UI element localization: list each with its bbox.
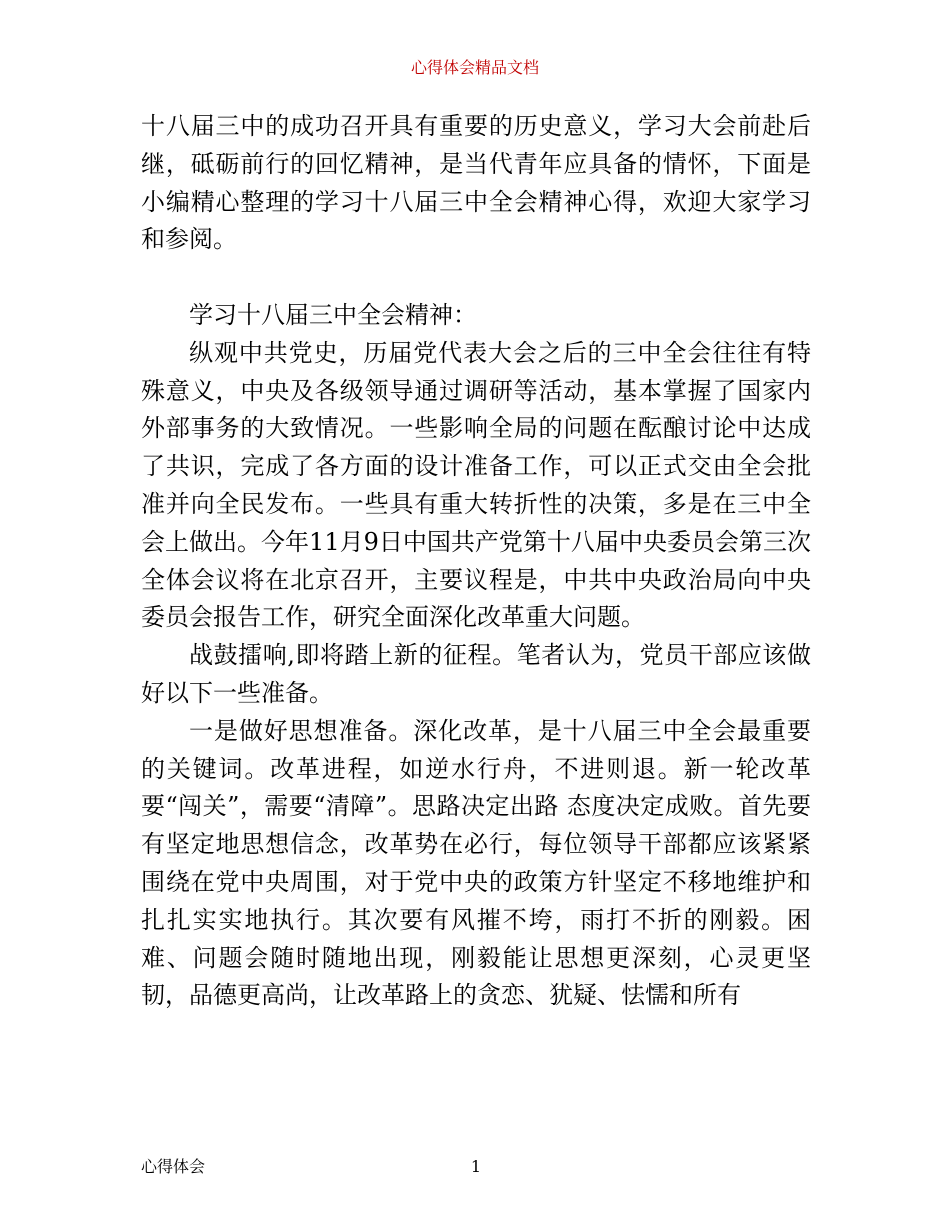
intro-paragraph: 十八届三中的成功召开具有重要的历史意义，学习大会前赴后继，砥砺前行的回忆精神，是当代青年应具备的情怀，下面是小编精心整理的学习十八届三中全会精神心得，欢迎大家学习和参阅。 [141, 112, 811, 254]
body-paragraph: 一是做好思想准备。深化改革，是十八届三中全会最重要的关键词。改革进程，如逆水行舟，不进则退。新一轮改革要“闯关”，需要“清障”。思路决定出路 态度决定成败。首先要有坚定地思想信念，改革势在必行，每位领导干部都应该紧紧围绕在党中央周围，对于党中央的政策方针坚定不移地维护和扎扎实实地执行。其次要有风摧不垮，雨打不折的刚毅。困难、问题会随时随地出现，刚毅能让思想更深刻，心灵更坚韧，品德更高尚，让改革路上的贪恋、犹疑、怯懦和所有 [141, 716, 811, 1010]
body-paragraph: 战鼓擂响,即将踏上新的征程。笔者认为，党员干部应该做好以下一些准备。 [141, 641, 811, 707]
footer-label: 心得体会 [141, 1157, 206, 1176]
document-body [141, 108, 811, 1015]
section-title: 学习十八届三中全会精神： [189, 300, 477, 329]
page-header-title: 心得体会精品文档 [410, 58, 539, 77]
page-number: 1 [470, 1157, 482, 1176]
body-paragraph: 纵观中共党史，历届党代表大会之后的三中全会往往有特殊意义，中央及各级领导通过调研等活动，基本掌握了国家内外部事务的大致情况。一些影响全局的问题在酝酿讨论中达成了共识，完成了各方面的设计准备工作，可以正式交由全会批准并向全民发布。一些具有重大转折性的决策，多是在三中全会上做出。今年11月9日中国共产党第十八届中央委员会第三次全体会议将在北京召开，主要议程是，中共中央政治局向中央委员会报告工作，研究全面深化改革重大问题。 [141, 338, 811, 632]
